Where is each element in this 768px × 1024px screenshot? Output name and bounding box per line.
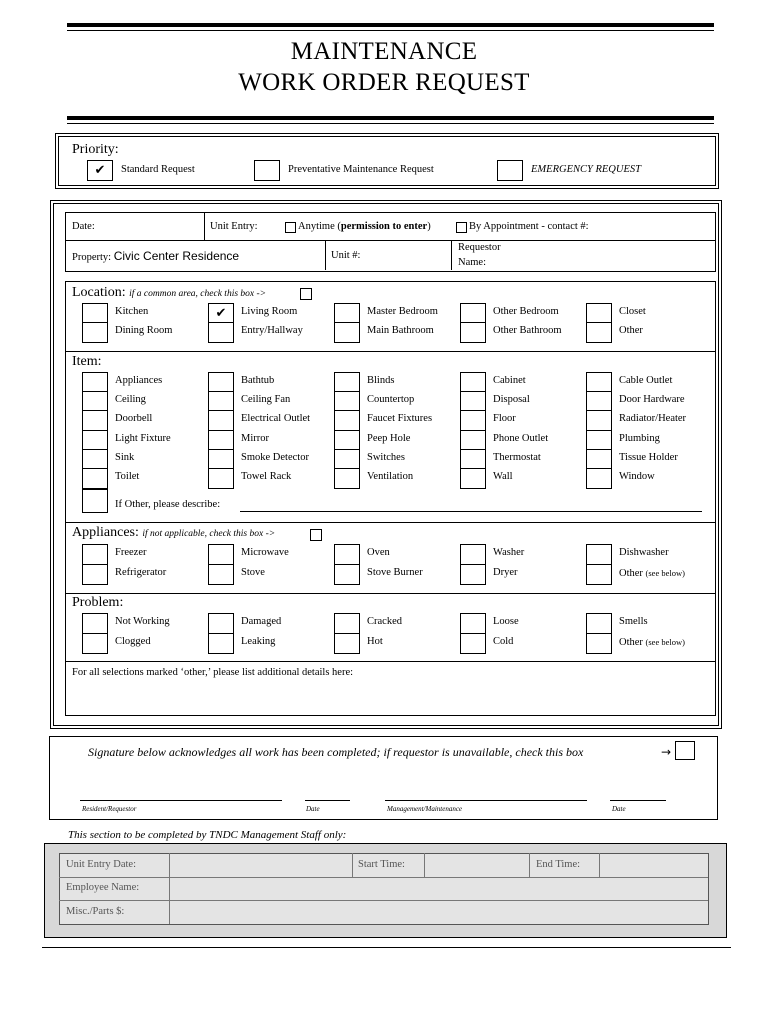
- problem-cracked-label: [367, 615, 402, 629]
- appliance-oven-text: Oven: [367, 547, 390, 558]
- item-towel-rack-label: [241, 470, 291, 484]
- appliance-microwave-text: Microwave: [241, 547, 289, 558]
- standard-request-label: Standard Request: [121, 164, 195, 175]
- location-main-bathroom-text: Main Bathroom: [367, 325, 434, 336]
- preventative-request-label: Preventative Maintenance Request: [288, 164, 434, 175]
- appliance-other-label: [619, 566, 685, 581]
- appliance-freezer-label: [115, 546, 146, 560]
- item-bathtub-text: Bathtub: [241, 375, 275, 386]
- problem-leaking-text: Leaking: [241, 636, 276, 647]
- location-master-bedroom-checkbox[interactable]: [334, 303, 360, 324]
- problem-other-text: Other: [619, 637, 643, 648]
- item-floor-text: Floor: [493, 413, 516, 424]
- anytime-close: ): [427, 221, 431, 232]
- form-title-line2: WORK ORDER REQUEST: [238, 69, 530, 96]
- item-smoke-detector-label: [241, 451, 309, 465]
- info-row-divider: [65, 240, 715, 241]
- details-label: For all selections marked ‘other,’ please list additional details here:: [72, 667, 354, 678]
- unit-entry-date-label: Unit Entry Date:: [66, 859, 136, 870]
- appointment-label: By Appointment - contact #:: [469, 221, 589, 232]
- item-ceiling-checkbox[interactable]: [82, 391, 108, 412]
- problem-clogged-checkbox[interactable]: [82, 633, 108, 654]
- item-ceiling-fan-label: [241, 393, 290, 407]
- item-disposal-text: Disposal: [493, 394, 530, 405]
- staff-col-3: [424, 853, 425, 877]
- appliance-freezer-checkbox[interactable]: [82, 544, 108, 565]
- item-radiator-heater-label: [619, 412, 686, 426]
- item-floor-label: [493, 412, 516, 426]
- management-signature-line: [385, 800, 587, 801]
- item-toilet-label: [115, 470, 139, 484]
- item-towel-rack-text: Towel Rack: [241, 471, 292, 482]
- item-blinds-label: [367, 374, 394, 388]
- item-appliances-checkbox[interactable]: [82, 372, 108, 393]
- item-tissue-holder-label: [619, 451, 678, 465]
- item-wall-text: Wall: [493, 471, 513, 482]
- anytime-text: [298, 220, 431, 234]
- item-countertop-checkbox[interactable]: [334, 391, 360, 412]
- item-light-fixture-text: Light Fixture: [115, 433, 171, 444]
- appliance-stove-burner-label: [367, 566, 423, 580]
- appliance-refrigerator-text: Refrigerator: [115, 567, 167, 578]
- priority-label: Priority:: [72, 142, 119, 157]
- problem-cracked-text: Cracked: [367, 616, 402, 627]
- item-other-line: [240, 511, 702, 512]
- item-plumbing-text: Plumbing: [619, 433, 660, 444]
- employee-name-label: Employee Name:: [66, 882, 140, 893]
- problem-not-working-label: [115, 615, 170, 629]
- item-cabinet-label: [493, 374, 526, 388]
- item-other-checkbox[interactable]: [82, 489, 108, 513]
- item-countertop-label: [367, 393, 414, 407]
- location-main-bathroom-label: [367, 324, 434, 338]
- requestor-unavailable-checkbox[interactable]: [675, 741, 695, 760]
- appliance-other-note: (see below): [645, 568, 685, 578]
- item-ceiling-text: Ceiling: [115, 394, 146, 405]
- item-appliances-text: Appliances: [115, 375, 163, 386]
- location-other-checkbox[interactable]: [586, 322, 612, 343]
- staff-col-5: [599, 853, 600, 877]
- staff-note: This section to be completed by TNDC Management Staff only:: [68, 829, 347, 841]
- anytime-label: Anytime (: [298, 221, 341, 232]
- item-door-hardware-label: [619, 393, 685, 407]
- appliances-label: [72, 525, 275, 541]
- appliance-washer-text: Washer: [493, 547, 525, 558]
- appliance-dishwasher-text: Dishwasher: [619, 547, 669, 558]
- problem-leaking-label: [241, 635, 275, 649]
- item-doorbell-checkbox[interactable]: [82, 410, 108, 431]
- item-ceiling-label: [115, 393, 146, 407]
- permission-label: permission to enter: [340, 221, 428, 232]
- info-col-divider-1: [204, 212, 205, 240]
- location-title: Location:: [72, 285, 126, 300]
- item-ventilation-checkbox[interactable]: [334, 468, 360, 489]
- item-mirror-text: Mirror: [241, 433, 269, 444]
- item-window-label: [619, 470, 655, 484]
- property-label: [72, 249, 239, 265]
- resident-requestor-label: Resident/Requestor: [82, 805, 137, 813]
- item-appliances-label: [115, 374, 162, 388]
- item-ceiling-fan-checkbox[interactable]: [208, 391, 234, 412]
- item-electrical-outlet-checkbox[interactable]: [208, 410, 234, 431]
- item-phone-outlet-text: Phone Outlet: [493, 433, 549, 444]
- item-other-label: If Other, please describe:: [115, 499, 221, 510]
- problem-smells-label: [619, 615, 648, 629]
- location-living-room-text: Living Room: [241, 306, 298, 317]
- anytime-checkbox[interactable]: [285, 222, 296, 233]
- problem-other-note: (see below): [645, 637, 685, 647]
- location-label: [72, 285, 266, 301]
- item-cabinet-text: Cabinet: [493, 375, 526, 386]
- item-window-checkbox[interactable]: [586, 468, 612, 489]
- item-mirror-checkbox[interactable]: [208, 430, 234, 451]
- item-switches-text: Switches: [367, 452, 405, 463]
- item-radiator-heater-checkbox[interactable]: [586, 410, 612, 431]
- unit-number-label: Unit #:: [331, 250, 361, 261]
- appliance-refrigerator-label: [115, 566, 166, 580]
- location-master-bedroom-text: Master Bedroom: [367, 306, 438, 317]
- item-smoke-detector-checkbox[interactable]: [208, 449, 234, 470]
- start-time-label: Start Time:: [358, 859, 405, 870]
- item-window-text: Window: [619, 471, 655, 482]
- item-electrical-outlet-text: Electrical Outlet: [241, 413, 311, 424]
- appliances-note: if not applicable, check this box ->: [142, 529, 276, 539]
- location-kitchen-label: [115, 305, 148, 319]
- item-tissue-holder-checkbox[interactable]: [586, 449, 612, 470]
- staff-row-1: [59, 877, 708, 878]
- item-thermostat-label: [493, 451, 541, 465]
- item-wall-checkbox[interactable]: [460, 468, 486, 489]
- problem-loose-text: Loose: [493, 616, 519, 627]
- item-peep-hole-checkbox[interactable]: [334, 430, 360, 451]
- appliance-stove-label: [241, 566, 265, 580]
- problem-damaged-text: Damaged: [241, 616, 282, 627]
- item-blinds-checkbox[interactable]: [334, 372, 360, 393]
- problem-leaking-checkbox[interactable]: [208, 633, 234, 654]
- appliance-stove-burner-checkbox[interactable]: [334, 564, 360, 585]
- location-entry-hallway-text: Entry/Hallway: [241, 325, 303, 336]
- location-dining-room-checkbox[interactable]: [82, 322, 108, 343]
- location-dining-room-label: [115, 324, 172, 338]
- location-living-room-checkbox[interactable]: ✔: [208, 303, 234, 324]
- item-ceiling-fan-text: Ceiling Fan: [241, 394, 291, 405]
- location-living-room-label: [241, 305, 297, 319]
- problem-not-working-checkbox[interactable]: [82, 613, 108, 634]
- item-bathtub-checkbox[interactable]: [208, 372, 234, 393]
- problem-cold-text: Cold: [493, 636, 514, 647]
- problem-hot-label: [367, 635, 383, 649]
- item-radiator-heater-text: Radiator/Heater: [619, 413, 687, 424]
- location-master-bedroom-label: [367, 305, 438, 319]
- location-kitchen-checkbox[interactable]: [82, 303, 108, 324]
- top-rule-thin: [67, 30, 714, 31]
- item-cable-outlet-label: [619, 374, 672, 388]
- item-toilet-checkbox[interactable]: [82, 468, 108, 489]
- signature-statement: Signature below acknowledges all work has been completed; if requestor is unavailable, check this box: [88, 745, 584, 759]
- appliance-oven-label: [367, 546, 390, 560]
- item-cable-outlet-checkbox[interactable]: [586, 372, 612, 393]
- appliance-freezer-text: Freezer: [115, 547, 147, 558]
- emergency-request-checkbox[interactable]: [497, 160, 523, 181]
- property-value: Civic Center Residence: [113, 249, 240, 263]
- appliance-microwave-checkbox[interactable]: [208, 544, 234, 565]
- appliance-dryer-checkbox[interactable]: [460, 564, 486, 585]
- resident-date-line: [305, 800, 350, 801]
- location-kitchen-text: Kitchen: [115, 306, 149, 317]
- item-smoke-detector-text: Smoke Detector: [241, 452, 309, 463]
- location-closet-checkbox[interactable]: [586, 303, 612, 324]
- emergency-request-label: EMERGENCY REQUEST: [531, 164, 641, 175]
- item-toilet-text: Toilet: [115, 471, 140, 482]
- requestor-label-2: Name:: [458, 257, 486, 268]
- problem-loose-label: [493, 615, 519, 629]
- appliance-refrigerator-checkbox[interactable]: [82, 564, 108, 585]
- item-electrical-outlet-label: [241, 412, 310, 426]
- item-phone-outlet-checkbox[interactable]: [460, 430, 486, 451]
- location-dining-room-text: Dining Room: [115, 325, 173, 336]
- management-date-label: Date: [612, 805, 626, 813]
- location-other-bedroom-label: [493, 305, 559, 319]
- preventative-request-checkbox[interactable]: [254, 160, 280, 181]
- problem-clogged-text: Clogged: [115, 636, 151, 647]
- location-other-bedroom-checkbox[interactable]: [460, 303, 486, 324]
- top-rule-thick: [67, 23, 714, 27]
- item-towel-rack-checkbox[interactable]: [208, 468, 234, 489]
- item-countertop-text: Countertop: [367, 394, 415, 405]
- item-plumbing-checkbox[interactable]: [586, 430, 612, 451]
- management-date-line: [610, 800, 666, 801]
- item-doorbell-label: [115, 412, 152, 426]
- location-other-text: Other: [619, 325, 643, 336]
- item-disposal-checkbox[interactable]: [460, 391, 486, 412]
- staff-col-4: [529, 853, 530, 877]
- item-disposal-label: [493, 393, 530, 407]
- problem-not-working-text: Not Working: [115, 616, 170, 627]
- appliance-dishwasher-checkbox[interactable]: [586, 544, 612, 565]
- appliance-oven-checkbox[interactable]: [334, 544, 360, 565]
- location-closet-text: Closet: [619, 306, 646, 317]
- item-thermostat-checkbox[interactable]: [460, 449, 486, 470]
- item-light-fixture-checkbox[interactable]: [82, 430, 108, 451]
- item-faucet-fixtures-text: Faucet Fixtures: [367, 413, 433, 424]
- problem-smells-checkbox[interactable]: [586, 613, 612, 634]
- not-applicable-checkbox[interactable]: [310, 529, 322, 541]
- appointment-checkbox[interactable]: [456, 222, 467, 233]
- appliance-washer-label: [493, 546, 524, 560]
- item-ventilation-label: [367, 470, 413, 484]
- appliance-washer-checkbox[interactable]: [460, 544, 486, 565]
- problem-hot-checkbox[interactable]: [334, 633, 360, 654]
- item-light-fixture-label: [115, 432, 171, 446]
- item-door-hardware-checkbox[interactable]: [586, 391, 612, 412]
- resident-signature-line: [80, 800, 282, 801]
- item-switches-checkbox[interactable]: [334, 449, 360, 470]
- location-main-bathroom-checkbox[interactable]: [334, 322, 360, 343]
- resident-date-label: Date: [306, 805, 320, 813]
- appliance-stove-burner-text: Stove Burner: [367, 567, 423, 578]
- appliance-other-checkbox[interactable]: [586, 564, 612, 585]
- appliance-dryer-label: [493, 566, 518, 580]
- problem-divider: [65, 661, 715, 662]
- property-caption: Property:: [72, 252, 112, 263]
- end-time-label: End Time:: [536, 859, 581, 870]
- item-faucet-fixtures-label: [367, 412, 432, 426]
- item-door-hardware-text: Door Hardware: [619, 394, 685, 405]
- item-faucet-fixtures-checkbox[interactable]: [334, 410, 360, 431]
- location-other-label: [619, 324, 643, 338]
- priority-section: [55, 133, 719, 189]
- common-area-checkbox[interactable]: [300, 288, 312, 300]
- standard-request-checkbox[interactable]: ✔: [87, 160, 113, 181]
- problem-damaged-label: [241, 615, 281, 629]
- item-doorbell-text: Doorbell: [115, 413, 153, 424]
- appliance-microwave-label: [241, 546, 289, 560]
- appliances-divider: [65, 593, 715, 594]
- item-tissue-holder-text: Tissue Holder: [619, 452, 678, 463]
- problem-hot-text: Hot: [367, 636, 383, 647]
- item-plumbing-label: [619, 432, 660, 446]
- item-blinds-text: Blinds: [367, 375, 395, 386]
- staff-col-2: [352, 853, 353, 877]
- item-ventilation-text: Ventilation: [367, 471, 414, 482]
- item-label: Item:: [72, 354, 102, 369]
- appliance-stove-checkbox[interactable]: [208, 564, 234, 585]
- appliance-dryer-text: Dryer: [493, 567, 518, 578]
- appliance-dishwasher-label: [619, 546, 669, 560]
- signature-arrow: →: [661, 745, 672, 759]
- problem-clogged-label: [115, 635, 151, 649]
- form-title-line1: MAINTENANCE: [290, 38, 478, 65]
- misc-parts-label: Misc./Parts $:: [66, 906, 125, 917]
- staff-col-1: [169, 853, 170, 924]
- problem-smells-text: Smells: [619, 616, 648, 627]
- location-entry-hallway-checkbox[interactable]: [208, 322, 234, 343]
- problem-damaged-checkbox[interactable]: [208, 613, 234, 634]
- requestor-label-1: Requestor: [458, 242, 501, 253]
- item-wall-label: [493, 470, 513, 484]
- item-thermostat-text: Thermostat: [493, 452, 541, 463]
- item-cabinet-checkbox[interactable]: [460, 372, 486, 393]
- location-other-bathroom-checkbox[interactable]: [460, 322, 486, 343]
- location-note: if a common area, check this box ->: [129, 289, 267, 299]
- problem-label: Problem:: [72, 595, 124, 610]
- item-sink-text: Sink: [115, 452, 135, 463]
- item-switches-label: [367, 451, 405, 465]
- item-sink-checkbox[interactable]: [82, 449, 108, 470]
- management-label: Management/Maintenance: [387, 805, 463, 813]
- item-sink-label: [115, 451, 134, 465]
- info-col-divider-3: [451, 240, 452, 270]
- appliance-stove-text: Stove: [241, 567, 265, 578]
- location-other-bathroom-label: [493, 324, 562, 338]
- unit-entry-label: Unit Entry:: [210, 221, 258, 232]
- item-divider: [65, 522, 715, 523]
- item-floor-checkbox[interactable]: [460, 410, 486, 431]
- title-rule-thick: [67, 116, 714, 120]
- problem-other-checkbox[interactable]: [586, 633, 612, 654]
- item-cable-outlet-text: Cable Outlet: [619, 375, 673, 386]
- location-closet-label: [619, 305, 646, 319]
- location-entry-hallway-label: [241, 324, 303, 338]
- item-bathtub-label: [241, 374, 274, 388]
- problem-cold-checkbox[interactable]: [460, 633, 486, 654]
- staff-row-2: [59, 900, 708, 901]
- item-peep-hole-label: [367, 432, 410, 446]
- location-other-bedroom-text: Other Bedroom: [493, 306, 559, 317]
- appliance-other-text: Other: [619, 568, 643, 579]
- title-rule-thin: [67, 123, 714, 124]
- problem-cracked-checkbox[interactable]: [334, 613, 360, 634]
- problem-other-label: [619, 635, 685, 650]
- appliances-title: Appliances:: [72, 525, 139, 540]
- bottom-rule: [42, 947, 731, 948]
- date-label: Date:: [72, 221, 95, 232]
- item-phone-outlet-label: [493, 432, 548, 446]
- location-other-bathroom-text: Other Bathroom: [493, 325, 562, 336]
- problem-loose-checkbox[interactable]: [460, 613, 486, 634]
- item-mirror-label: [241, 432, 269, 446]
- problem-cold-label: [493, 635, 513, 649]
- item-peep-hole-text: Peep Hole: [367, 433, 411, 444]
- location-divider: [65, 351, 715, 352]
- info-col-divider-2: [325, 240, 326, 270]
